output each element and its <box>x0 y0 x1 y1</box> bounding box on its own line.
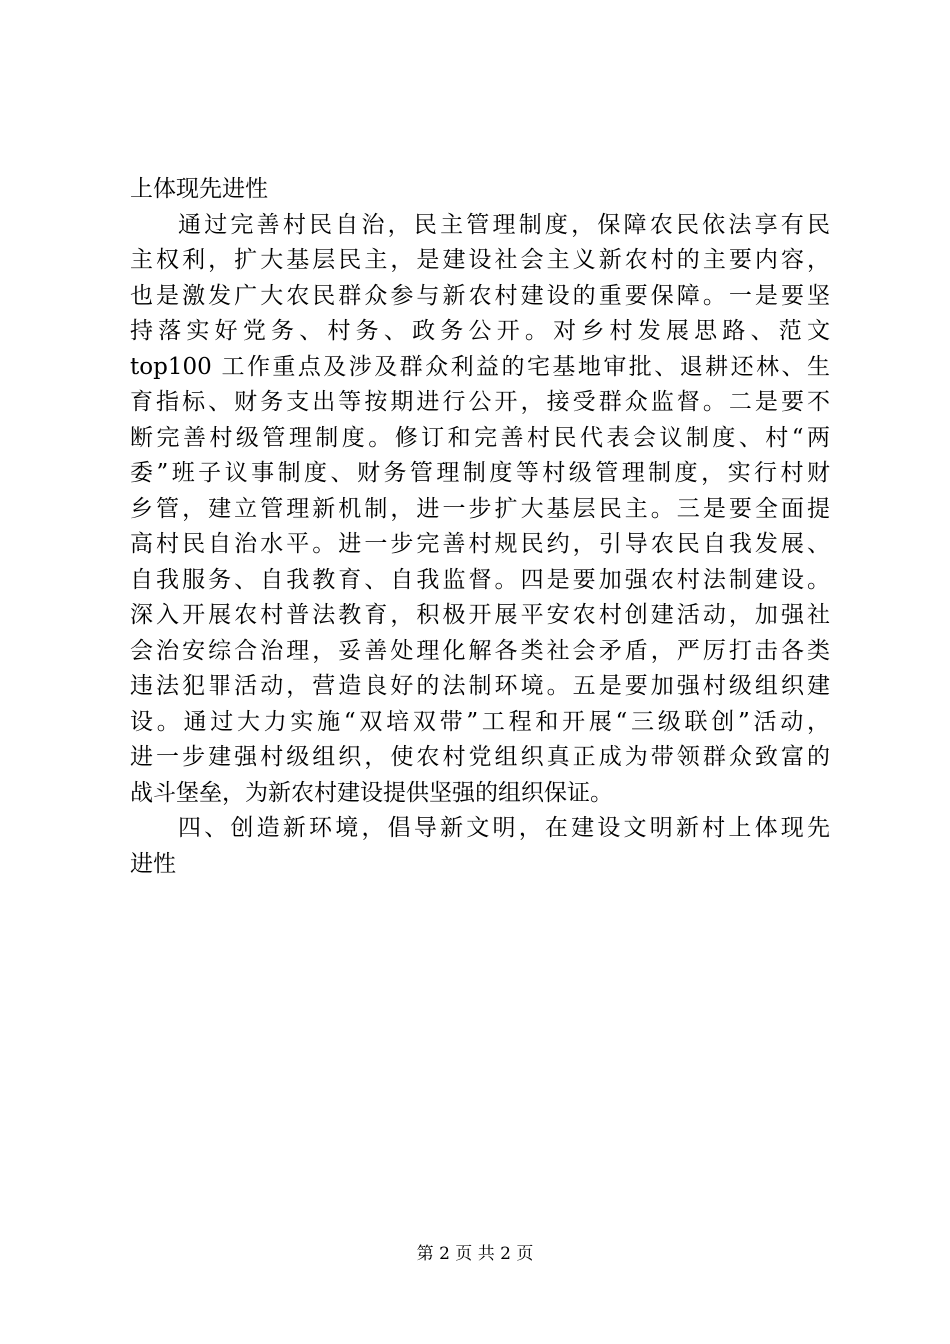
text-line: top100 工作重点及涉及群众利益的宅基地审批、退耕还林、生 <box>130 353 830 380</box>
text-line: 持落实好党务、村务、政务公开。对乡村发展思路、范文 <box>130 318 830 344</box>
text-line: 也是激发广大农民群众参与新农村建设的重要保障。一是要坚 <box>130 282 830 309</box>
text-line: 深入开展农村普法教育，积极开展平安农村创建活动，加强社 <box>130 602 830 628</box>
page-footer: 第 2 页 共 2 页 <box>416 1244 534 1264</box>
text-line: 战斗堡垒，为新农村建设提供坚强的组织保证。 <box>130 779 613 806</box>
body-text <box>130 172 830 882</box>
section-heading-continued: 进性 <box>130 850 176 877</box>
text-line: 高村民自治水平。进一步完善村规民约，引导农民自我发展、 <box>130 531 830 557</box>
text-line: 进一步建强村级组织，使农村党组织真正成为带领群众致富的 <box>130 744 830 770</box>
text-line: 自我服务、自我教育、自我监督。四是要加强农村法制建设。 <box>130 566 830 593</box>
text-line: 乡管，建立管理新机制，进一步扩大基层民主。三是要全面提 <box>130 495 830 522</box>
text-line: 会治安综合治理，妥善处理化解各类社会矛盾，严厉打击各类 <box>130 637 830 664</box>
text-line: 设。通过大力实施“双培双带”工程和开展“三级联创”活动， <box>130 708 830 735</box>
text-line: 上体现先进性 <box>130 176 268 202</box>
text-line: 育指标、财务支出等按期进行公开，接受群众监督。二是要不 <box>130 389 830 415</box>
text-line: 委”班子议事制度、财务管理制度等村级管理制度，实行村财 <box>130 460 830 486</box>
text-line: 断完善村级管理制度。修订和完善村民代表会议制度、村“两 <box>130 424 830 451</box>
text-line: 主权利，扩大基层民主，是建设社会主义新农村的主要内容， <box>130 247 830 273</box>
text-line: 违法犯罪活动，营造良好的法制环境。五是要加强村级组织建 <box>130 673 830 699</box>
paragraph-first-line: 通过完善村民自治，民主管理制度，保障农民依法享有民 <box>178 211 830 238</box>
section-heading: 四、创造新环境，倡导新文明，在建设文明新村上体现先 <box>178 815 830 841</box>
